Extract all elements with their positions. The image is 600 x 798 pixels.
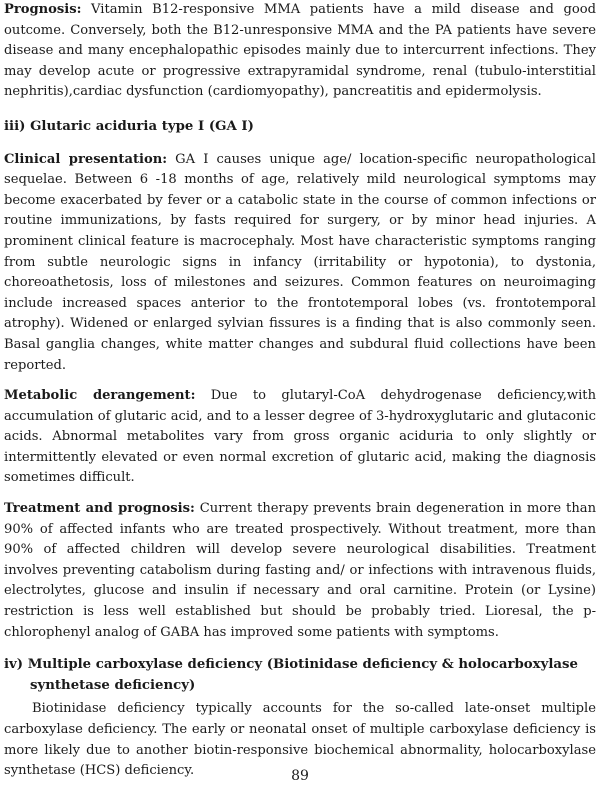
metabolic-derangement-text: Due to glutaryl-CoA dehydrogenase deficiency,with accumulation of glutaric acid, and to a lesser degree of 3-hydroxyglutaric and glutaconic acids. Abnormal metabolites vary from gross organic aciduria to only slightly or intermittently elevated or even normal excretion of glutaric acid, making the diagnosis sometimes difficult. <box>4 388 597 486</box>
prognosis-paragraph <box>4 0 596 103</box>
treatment-prognosis-label: Treatment and prognosis: <box>4 501 195 517</box>
clinical-presentation-text: GA I causes unique age/ location-specific neuropathological sequelae. Between 6 -18 months of age, relatively mild neurological symptoms may become exacerbated by fever or a catabolic state in the course of common infections or routine immunizations, by fasts required for surgery, or by minor head injuries. A prominent clinical feature is macrocephaly. Most have characteristic symptoms ranging from subtle neurologic signs in infancy (irritability or hypotonia), to dystonia, choreoathetosis, loss of milestones and seizures. Common features on neuroimaging include increased spaces anterior to the frontotemporal lobes (vs. frontotemporal atrophy). Widened or enlarged sylvian fissures is a finding that is also commonly seen. Basal ganglia changes, white matter changes and subdural fluid collections have been reported. <box>4 151 596 373</box>
treatment-prognosis-paragraph <box>4 499 596 643</box>
treatment-prognosis-text: Current therapy prevents brain degeneration in more than 90% of affected infants who are treated prospectively. Without treatment, more than 90% of affected children will develop severe neurological disabilities. Treatment involves preventing catabolism during fasting and/ or infections with intravenous fluids, electrolytes, glucose and insulin if necessary and oral carnitine. Protein (or Lysine) restriction is less well established but should be probably tried. Lioresal, the p- chlorophenyl analog of GABA has improved some patients with symptoms. <box>4 501 596 640</box>
prognosis-text: Vitamin B12-responsive MMA patients have a mild disease and good outcome. Conversely, both the B12-unresponsive MMA and the PA patients have severe disease and many encephalopathic episodes mainly due to intercurrent infections. They may develop acute or progressive extrapyramidal syndrome, renal (tubulo-interstitial nephritis),cardiac dysfunction (cardiomyopathy), pancreatitis and epidermolysis. <box>4 2 596 100</box>
section-iii-heading: iii) Glutaric aciduria type I (GA I) <box>4 118 254 134</box>
metabolic-derangement-paragraph <box>4 386 596 489</box>
metabolic-derangement-label: Metabolic derangement: <box>4 388 196 404</box>
section-iv-heading: iv) Multiple carboxylase deficiency (Biotinidase deficiency & holocarboxylase synthetase deficiency) <box>4 657 578 693</box>
biotinidase-paragraph: Biotinidase deficiency typically accounts for the so-called late-onset multiple carboxylase deficiency. The early or neonatal onset of multiple carboxylase deficiency is more likely due to another biotin-responsive biochemical abnormality, holocarboxylase synthetase (HCS) deficiency. <box>4 701 596 779</box>
page-number: 89 <box>291 768 309 784</box>
document-page <box>4 0 596 782</box>
prognosis-label: Prognosis: <box>4 2 82 17</box>
clinical-presentation-label: Clinical presentation: <box>4 151 168 167</box>
clinical-presentation-paragraph <box>4 150 596 377</box>
